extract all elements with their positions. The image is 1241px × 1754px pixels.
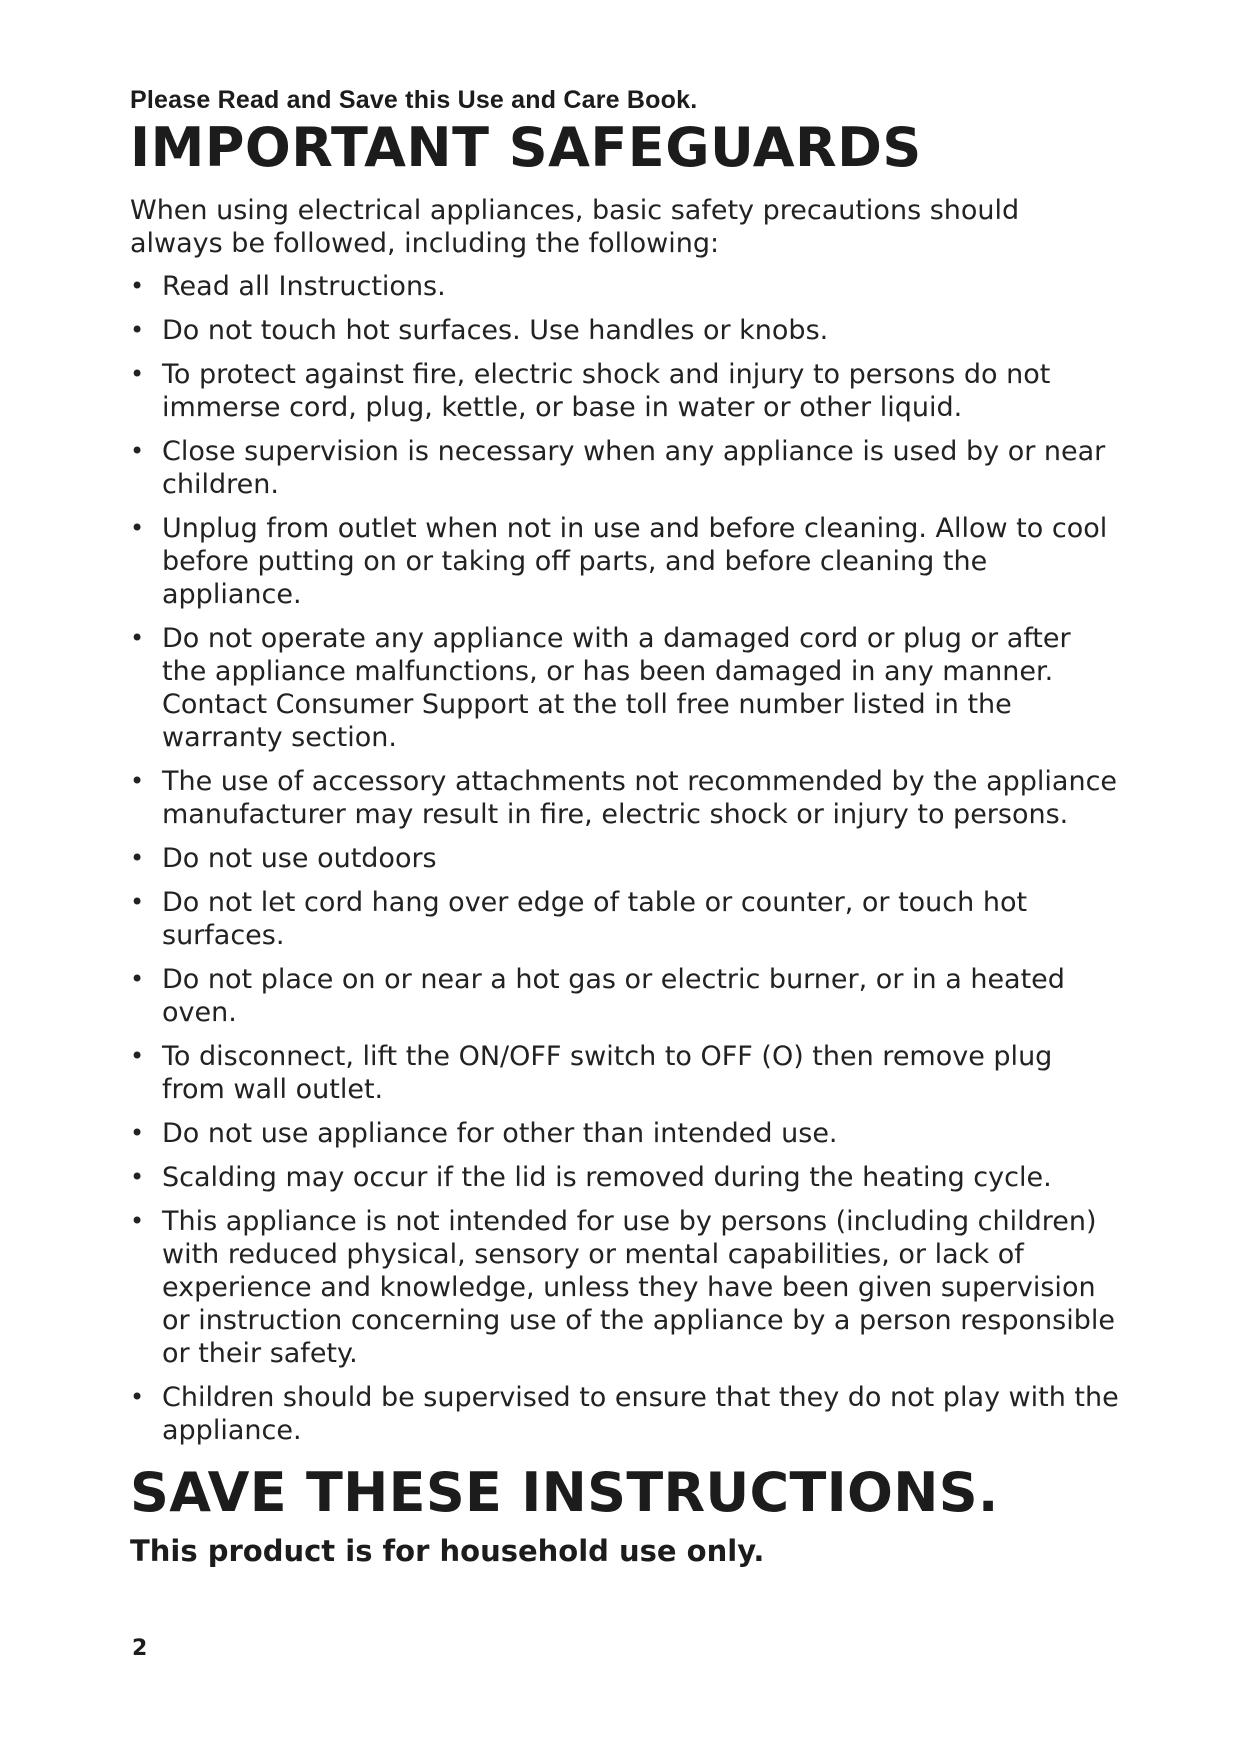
list-item-text: Do not place on or near a hot gas or electric burner, or in a heated oven.: [162, 964, 1065, 1028]
list-item: [130, 358, 1120, 424]
list-item-text: To disconnect, lift the ON/OFF switch to OFF (O) then remove plug from wall outlet.: [162, 1041, 1053, 1105]
bullet-icon: •: [130, 624, 145, 652]
list-item-text: This appliance is not intended for use by persons (including children) with reduced physical, sensory or mental capabilities, or lack of experience and knowledge, unless they have been given supervision or instruction concerning use of the appliance by a person responsible or their safety.: [162, 1206, 1115, 1369]
intro-paragraph: When using electrical appliances, basic safety precautions should always be followed, including the following:: [130, 195, 1020, 259]
list-item-text: To protect against fire, electric shock and injury to persons do not immerse cord, plug, kettle, or base in water or other liquid.: [162, 359, 1051, 423]
list-item-text: Children should be supervised to ensure that they do not play with the appliance.: [162, 1382, 1119, 1446]
list-item-text: Unplug from outlet when not in use and before cleaning. Allow to cool before putting on or taking off parts, and before cleaning the appliance.: [162, 513, 1108, 610]
list-item-text: Do not let cord hang over edge of table or counter, or touch hot surfaces.: [162, 887, 1028, 951]
bullet-icon: •: [130, 316, 145, 344]
list-item: [130, 270, 1120, 303]
list-item: [130, 314, 1120, 347]
safeguards-list: [130, 270, 1120, 1447]
list-item-text: Scalding may occur if the lid is removed during the heating cycle.: [162, 1162, 1052, 1193]
page-title: IMPORTANT SAFEGUARDS: [130, 116, 922, 179]
save-instructions-heading: SAVE THESE INSTRUCTIONS.: [130, 1461, 999, 1524]
bullet-icon: •: [130, 437, 145, 465]
list-item: [130, 1381, 1120, 1447]
list-item: [130, 1117, 1120, 1150]
list-item-text: Close supervision is necessary when any appliance is used by or near children.: [162, 436, 1106, 500]
bullet-icon: •: [130, 767, 145, 795]
list-item: [130, 1040, 1120, 1106]
manual-page: [130, 84, 1120, 1569]
list-item-text: Do not operate any appliance with a damaged cord or plug or after the appliance malfunctions, or has been damaged in any manner. Contact Consumer Support at the toll free number listed in the warranty section.: [162, 623, 1071, 753]
list-item: [130, 842, 1120, 875]
list-item-text: Do not use outdoors: [162, 843, 437, 874]
bullet-icon: •: [130, 888, 145, 916]
list-item-text: Read all Instructions.: [162, 271, 446, 302]
bullet-icon: •: [130, 272, 145, 300]
list-item: [130, 963, 1120, 1029]
bullet-icon: •: [130, 965, 145, 993]
bullet-icon: •: [130, 844, 145, 872]
bullet-icon: •: [130, 514, 145, 542]
list-item: [130, 622, 1120, 754]
bullet-icon: •: [130, 1119, 145, 1147]
bullet-icon: •: [130, 1042, 145, 1070]
bullet-icon: •: [130, 1383, 145, 1411]
list-item: [130, 512, 1120, 611]
bullet-icon: •: [130, 360, 145, 388]
household-use-note: This product is for household use only.: [130, 1534, 765, 1568]
list-item: [130, 765, 1120, 831]
list-item-text: Do not use appliance for other than intended use.: [162, 1118, 838, 1149]
list-item-text: The use of accessory attachments not recommended by the appliance manufacturer may result in fire, electric shock or injury to persons.: [162, 766, 1118, 830]
page-number: 2: [132, 1636, 148, 1661]
bullet-icon: •: [130, 1163, 145, 1191]
read-and-save-note: Please Read and Save this Use and Care Book.: [130, 86, 698, 114]
bullet-icon: •: [130, 1207, 145, 1235]
list-item: [130, 886, 1120, 952]
list-item: [130, 1161, 1120, 1194]
list-item: [130, 1205, 1120, 1370]
list-item-text: Do not touch hot surfaces. Use handles or knobs.: [162, 315, 829, 346]
list-item: [130, 435, 1120, 501]
